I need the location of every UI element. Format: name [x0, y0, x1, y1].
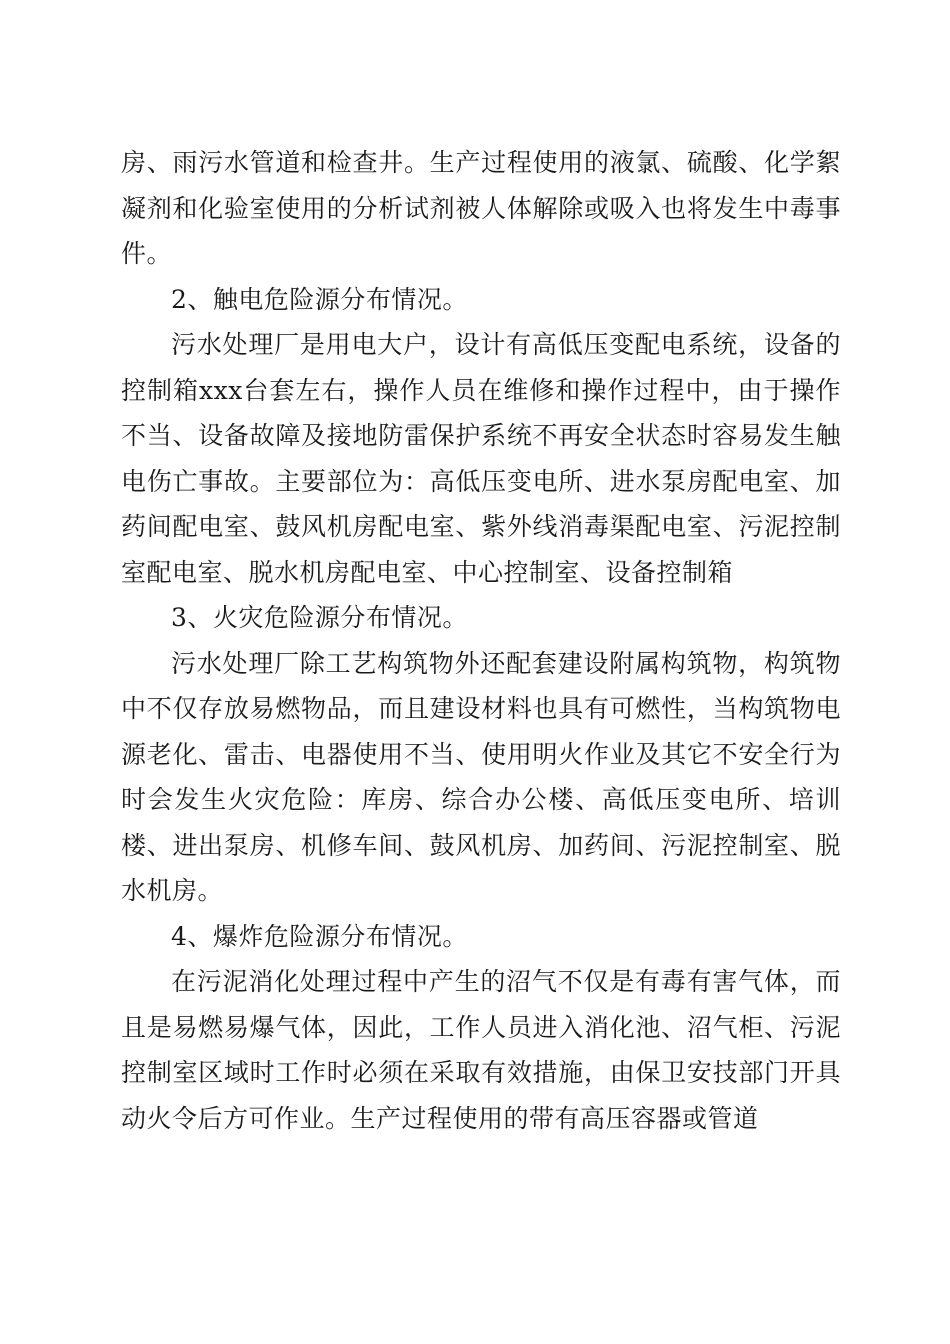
heading-explosion-hazard: 4、爆炸危险源分布情况。: [171, 921, 468, 951]
heading-electric-shock-hazard: 2、触电危险源分布情况。: [171, 284, 468, 314]
paragraph-poisoning-continued: 房、雨污水管道和检查井。生产过程使用的液氯、硫酸、化学絮凝剂和化验室使用的分析试剂被人体解除或吸入也将发生中毒事件。: [121, 148, 841, 268]
paragraph-explosion-hazard: 在污泥消化处理过程中产生的沼气不仅是有毒有害气体，而且是易燃易爆气体，因此，工作人员进入消化池、沼气柜、污泥控制室区域时工作时必须在采取有效措施，由保卫安技部门开具动火令后方可作业。生产过程使用的带有高压容器或管道: [121, 967, 841, 1133]
paragraph-fire-hazard: 污水处理厂除工艺构筑物外还配套建设附属构筑物，构筑物中不仅存放易燃物品，而且建设材料也具有可燃性，当构筑物电源老化、雷击、电器使用不当、使用明火作业及其它不安全行为时会发生火灾危险：库房、综合办公楼、高低压变电所、培训楼、进出泵房、机修车间、鼓风机房、加药间、污泥控制室、脱水机房。: [121, 648, 841, 905]
document-body: [121, 140, 841, 1141]
paragraph-electric-shock-hazard: 污水处理厂是用电大户，设计有高低压变配电系统，设备的控制箱xxx台套左右，操作人员在维修和操作过程中，由于操作不当、设备故障及接地防雷保护系统不再安全状态时容易发生触电伤亡事故。主要部位为：高低压变电所、进水泵房配电室、加药间配电室、鼓风机房配电室、紫外线消毒渠配电室、污泥控制室配电室、脱水机房配电室、中心控制室、设备控制箱: [121, 330, 841, 587]
heading-fire-hazard: 3、火灾危险源分布情况。: [171, 603, 468, 632]
